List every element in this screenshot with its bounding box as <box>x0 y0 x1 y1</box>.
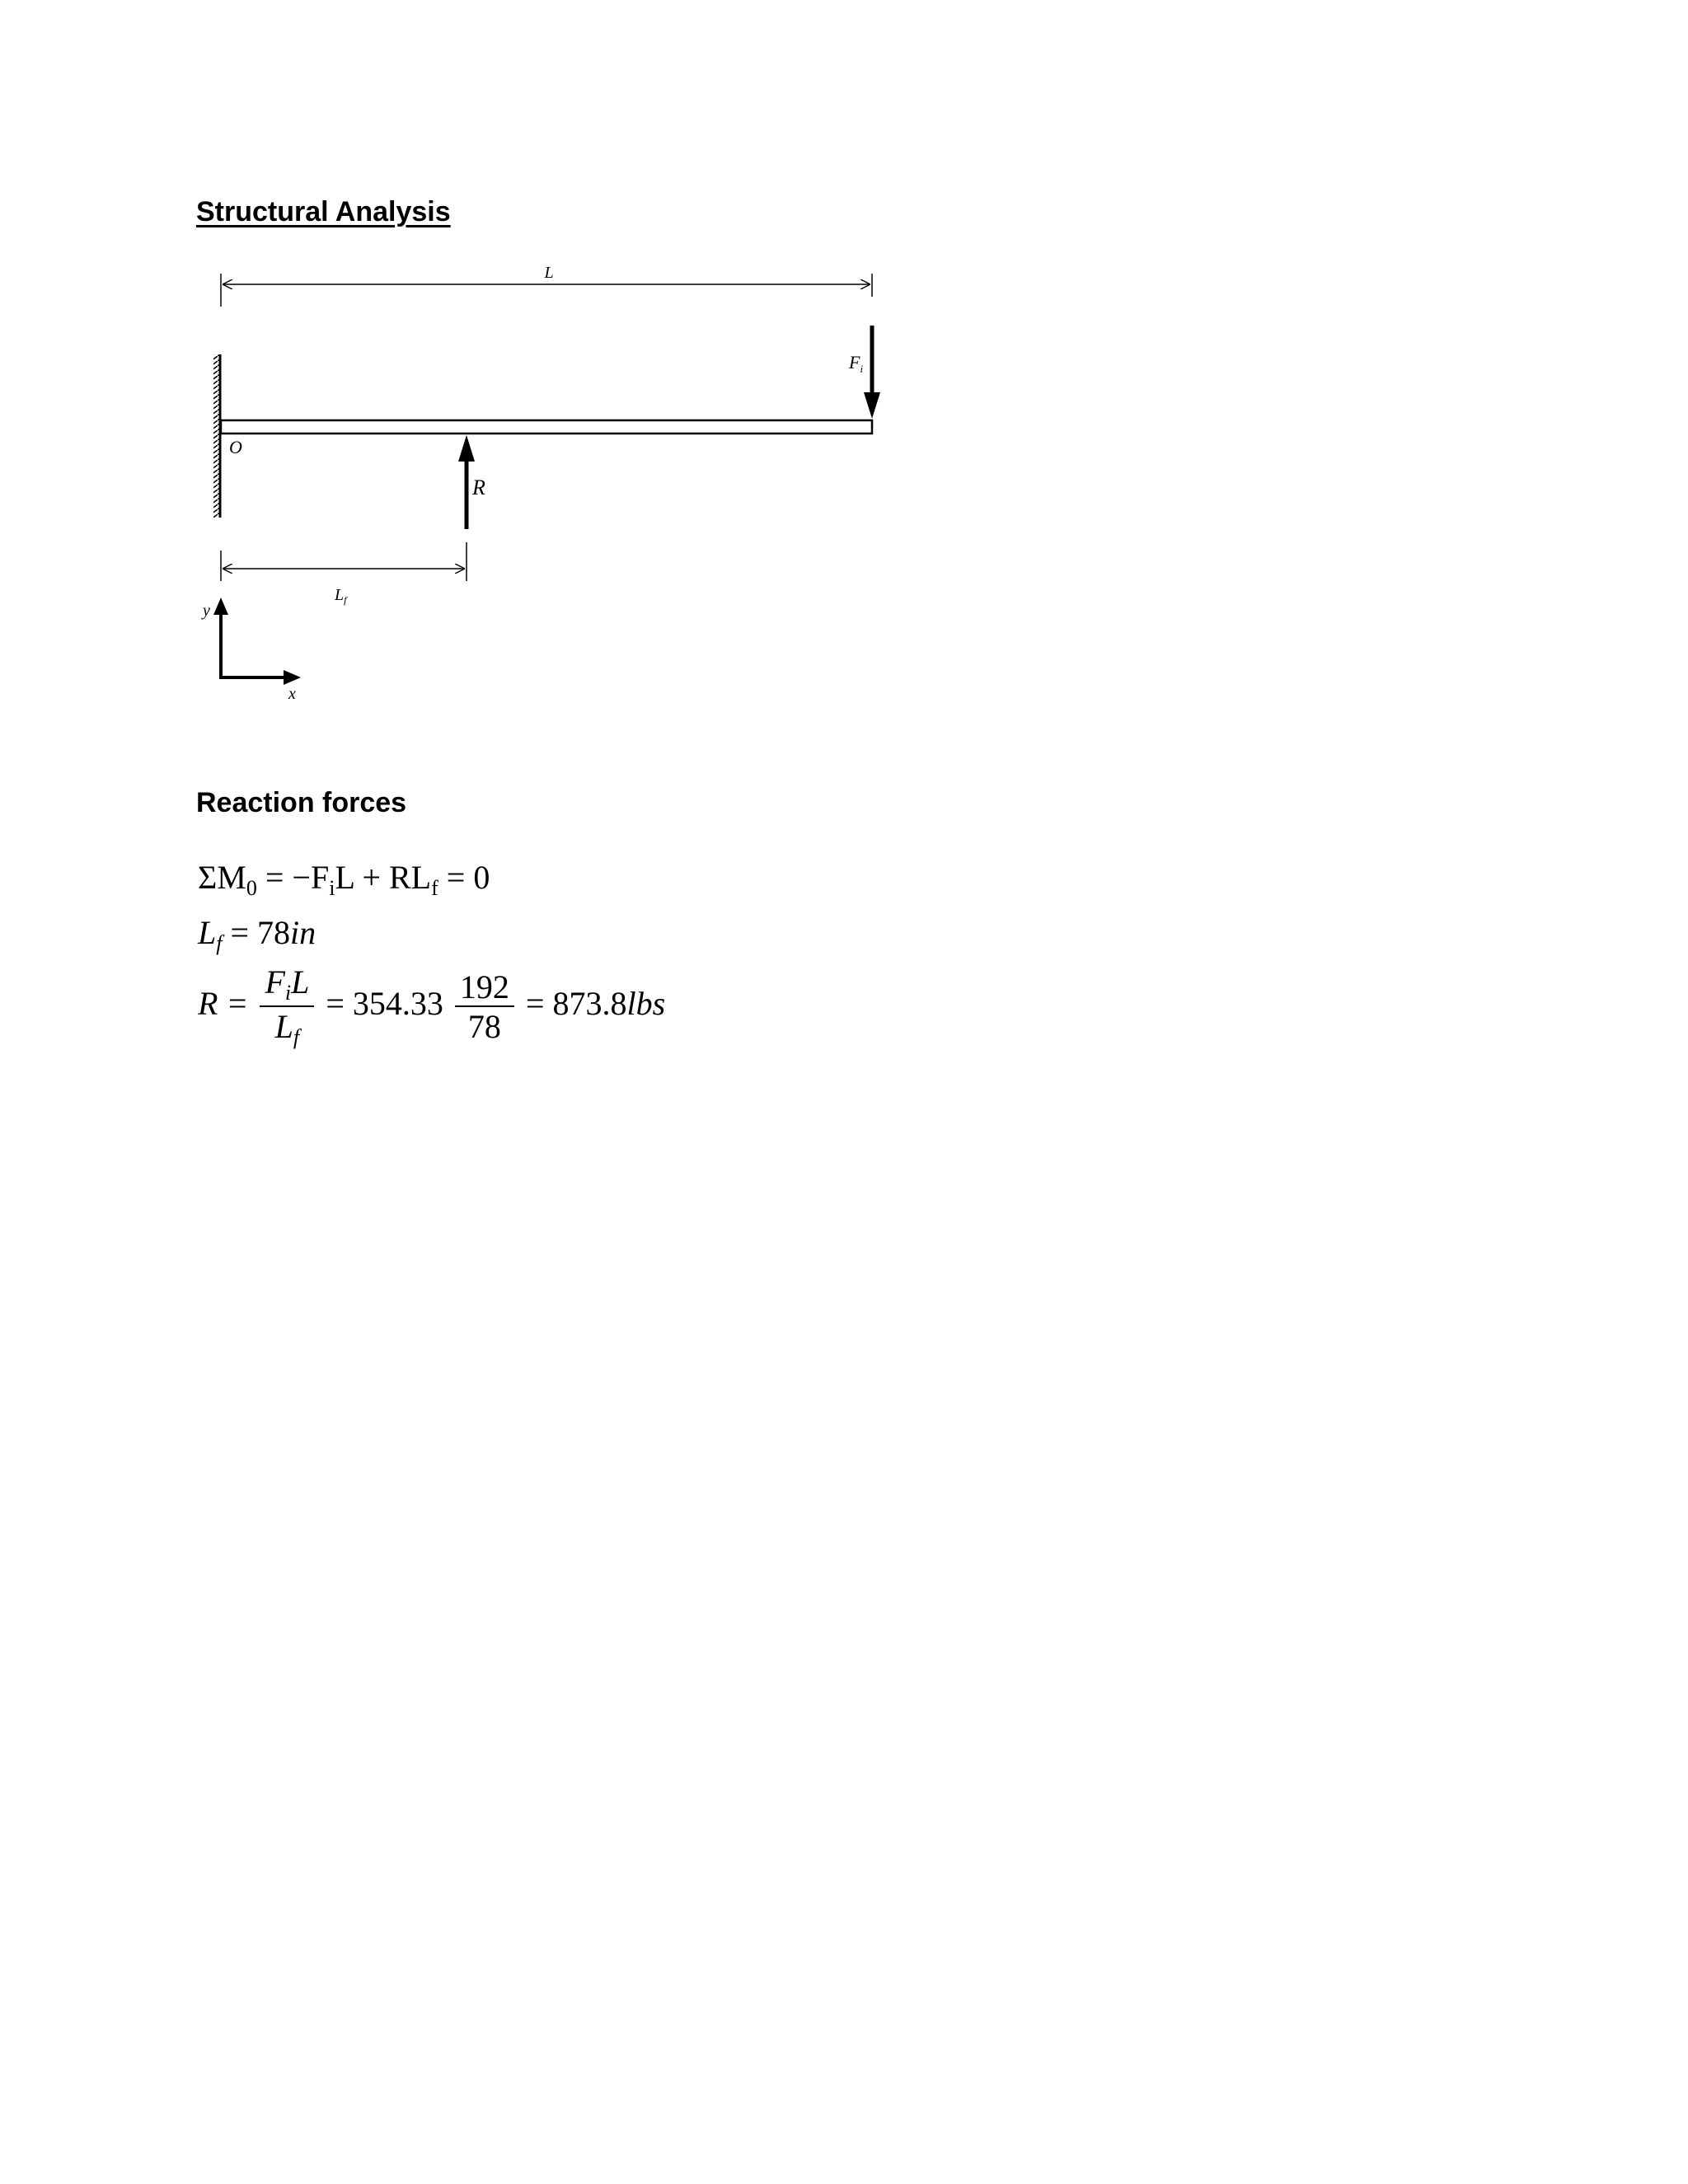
page-title: Structural Analysis <box>196 196 451 227</box>
fulcrum-dimension <box>221 542 467 581</box>
x-axis-label: x <box>288 685 296 703</box>
fulcrum-length-equation: $L_f = 78in$ <box>198 914 316 955</box>
y-axis-label: y <box>203 602 210 620</box>
length-label: L <box>544 264 554 282</box>
cantilever-beam-diagram <box>190 255 890 717</box>
reaction-equation: R = $\frac{F_iL}{L_f}$ = 354.33 $\frac{192}{78}$ = 873.8lbs <box>198 963 666 1049</box>
reaction-label: R <box>472 476 485 499</box>
section-heading: Reaction forces <box>196 787 407 818</box>
numeric-fraction: $\frac{192}{78}$ <box>455 971 514 1043</box>
reaction-fraction: $\frac{F_iL}{L_f}$ <box>260 966 314 1048</box>
coordinate-axes <box>213 598 301 685</box>
applied-force-arrow <box>864 326 880 419</box>
beam <box>221 420 872 434</box>
fulcrum-length-label: $L_f$ <box>335 586 347 606</box>
applied-force-label: $F_i$ <box>849 352 864 375</box>
moment-equation: $\Sigma M_0 = -F_iL + RL_f = 0$ <box>198 859 490 900</box>
fixed-support-wall <box>213 354 220 518</box>
origin-label: O <box>229 437 242 457</box>
